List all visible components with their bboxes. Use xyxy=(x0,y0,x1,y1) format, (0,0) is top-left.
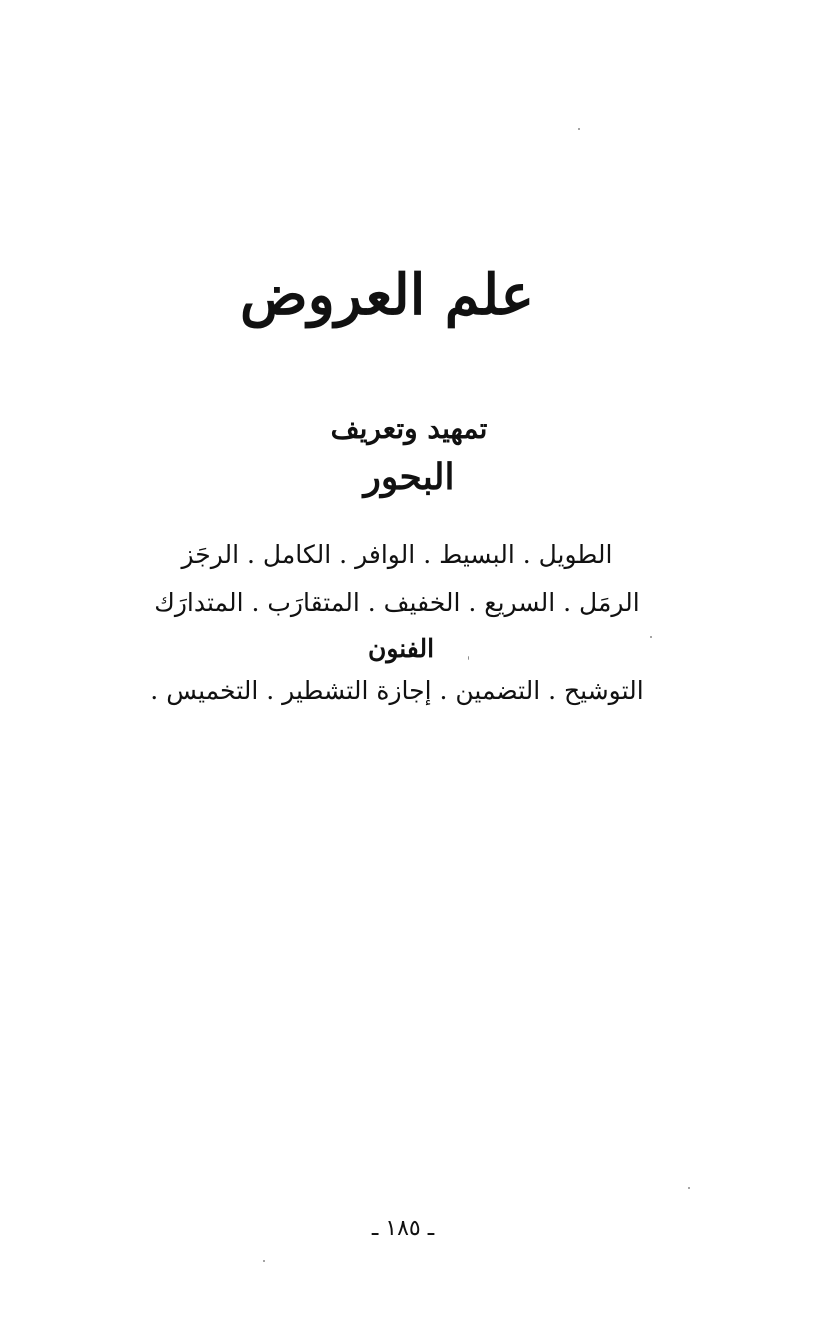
page-title: علم العروض xyxy=(240,262,534,328)
page-number: ـ ١٨٥ ـ xyxy=(371,1216,435,1241)
page-subtitle: تمهيد وتعريف xyxy=(330,412,488,445)
scan-speck xyxy=(468,656,469,660)
scan-speck xyxy=(578,128,580,130)
meters-line-2: الرمَل . السريع . الخفيف . المتقارَب . المتدارَك xyxy=(154,588,640,617)
scan-speck xyxy=(263,1260,265,1262)
section-heading-meters: البحور xyxy=(363,456,455,498)
section-heading-arts: الفنون xyxy=(367,634,435,663)
scan-speck xyxy=(688,1187,690,1189)
meters-line-1: الطويل . البسيط . الوافر . الكامل . الرجَز xyxy=(181,540,613,569)
arts-line-1: التوشيح . التضمين . إجازة التشطير . التخميس . xyxy=(150,676,644,705)
scan-speck xyxy=(650,636,652,638)
